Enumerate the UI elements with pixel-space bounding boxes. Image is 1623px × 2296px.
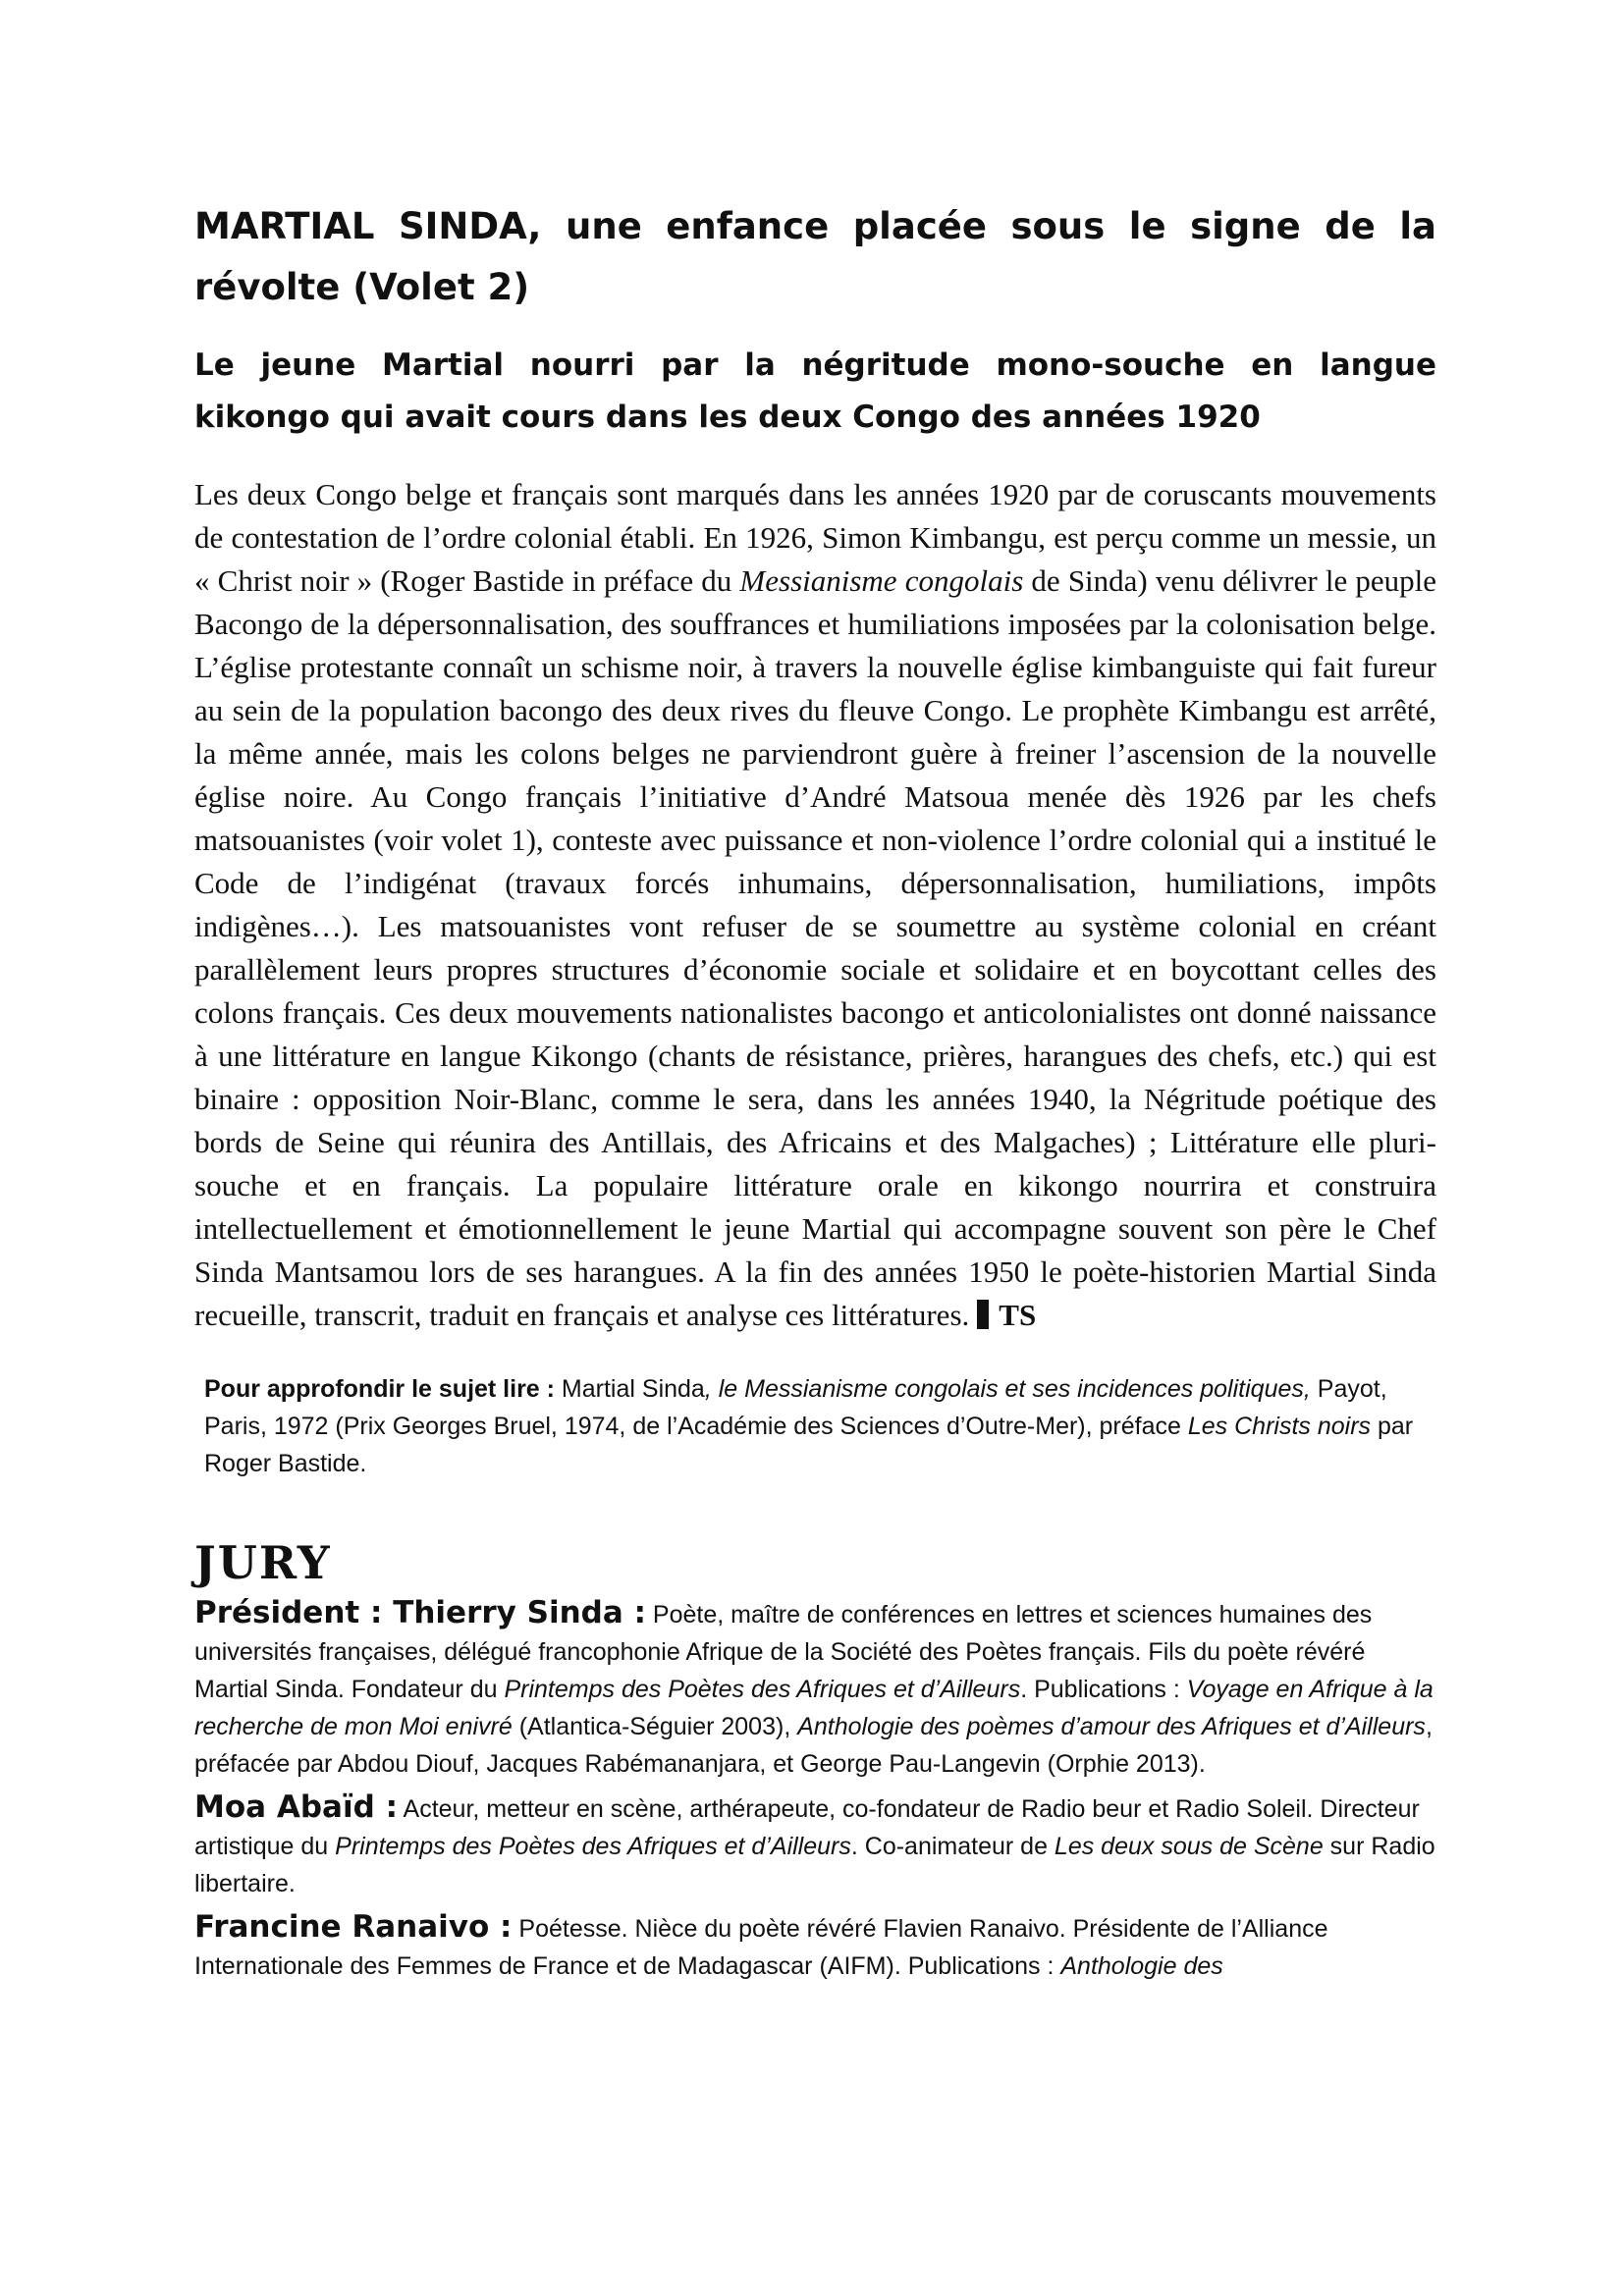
jury-member-text: (Atlantica-Séguier 2003), [512, 1713, 798, 1740]
jury-member-name: Président : Thierry Sinda : [194, 1595, 646, 1630]
body-text-part: de Sinda) venu délivrer le peuple Bacongo de la dépersonnalisation, des souffrances et humiliations imposées par la colonisation belge. L’église protestante connaît un schisme noir, à travers la nouvelle église kimbanguiste qui fait fureur au sein de la population bacongo des deux rives du fleuve Congo. Le prophète Kimbangu est arrêté, la même année, mais les colons belges ne parviendront guère à freiner l’ascension de la nouvelle église noire. Au Congo français l’initiative d’André Matsoua menée dès 1926 par les chefs matsouanistes (voir volet 1), conteste avec puissance et non-violence l’ordre colonial qui a institué le Code de l’indigénat (travaux forcés inhumains, dépersonnalisation, humiliations, impôts indigènes…). Les matsouanistes vont refuser de se soumettre au système colonial en créant parallèlement leurs propres structures d’économie sociale et solidaire et en boycottant celles des colons français. Ces deux mouvements nationalistes bacongo et anticolonialistes ont donné naissance à une littérature en langue Kikongo (chants de résistance, prières, harangues des chefs, etc.) qui est binaire : opposition Noir-Blanc, comme le sera, dans les années 1940, la Négritude poétique des bords de Seine qui réunira des Antillais, des Africains et des Malgaches) ; Littérature elle pluri-souche et en français. La populaire littérature orale en kikongo nourrira et construira intellectuellement et émotionnellement le jeune Martial qui accompagne souvent son père le Chef Sinda Mantsamou lors de ses harangues. A la fin des années 1950 le poète-historien Martial Sinda recueille, transcrit, traduit en français et analyse ces littératures. [194, 563, 1436, 1332]
jury-member-text: . Co-animateur de [850, 1833, 1055, 1860]
jury-member-name: Moa Abaïd : [194, 1789, 398, 1825]
jury-member [194, 1908, 1436, 1985]
document-page [194, 196, 1436, 1985]
jury-member-italic: Voyage en Afrique à la recherche de mon Moi enivré [194, 1676, 1434, 1740]
jury-member-text: Poétesse. Nièce du poète révéré Flavien Ranaivo. Présidente de l’Alliance Internationale des Femmes de France et de Madagascar (AIFM). Publications : [194, 1915, 1328, 1980]
end-mark-icon [977, 1300, 989, 1329]
further-reading-preface-author: par Roger Bastide. [204, 1413, 1414, 1477]
body-text-part: Les deux Congo belge et français sont marqués dans les années 1920 par de coruscants mouvements de contestation de l’ordre colonial établi. En 1926, Simon Kimbangu, est perçu comme un messie, un « Christ noir » (Roger Bastide in préface du [194, 477, 1436, 598]
further-reading-book-title: , le Messianisme congolais et ses incidences politiques, [704, 1375, 1311, 1403]
author-signature: TS [999, 1298, 1037, 1332]
further-reading-lead: Pour approfondir le sujet lire : [204, 1375, 555, 1403]
jury-member-text: sur Radio libertaire. [194, 1833, 1435, 1897]
jury-member-italic: Printemps des Poètes des Afriques et d’Ailleurs [504, 1676, 1021, 1703]
jury-member-italic: Printemps des Poètes des Afriques et d’Ailleurs [335, 1833, 851, 1860]
jury-member-text: , préfacée par Abdou Diouf, Jacques Rabémananjara, et George Pau-Langevin (Orphie 2013). [194, 1713, 1433, 1778]
article-subtitle: Le jeune Martial nourri par la négritude mono-souche en langue kikongo qui avait cours dans les deux Congo des années 1920 [194, 347, 1436, 435]
article-body [194, 473, 1436, 1337]
further-reading-details: Payot, Paris, 1972 (Prix Georges Bruel, 1974, de l’Académie des Sciences d’Outre-Mer), préface [204, 1375, 1387, 1440]
jury-member-text: Acteur, metteur en scène, arthérapeute, co-fondateur de Radio beur et Radio Soleil. Directeur artistique du [194, 1795, 1420, 1860]
book-title-italic: Messianisme congolais [739, 563, 1024, 598]
jury-heading: JURY [194, 1536, 332, 1589]
jury-member-italic: Les deux sous de Scène [1054, 1833, 1324, 1860]
jury-member-name: Francine Ranaivo : [194, 1909, 513, 1945]
further-reading-preface-title: Les Christs noirs [1187, 1413, 1372, 1440]
jury-member [194, 1594, 1436, 1783]
article-title: MARTIAL SINDA, une enfance placée sous le signe de la révolte (Volet 2) [194, 205, 1436, 308]
further-reading-author: Martial Sinda [554, 1375, 705, 1403]
further-reading [204, 1370, 1436, 1482]
jury-member-text: Poète, maître de conférences en lettres et sciences humaines des universités françaises, délégué francophonie Afrique de la Société des Poètes français. Fils du poète révéré Martial Sinda. Fondateur du [194, 1601, 1373, 1703]
jury-member-text: . Publications : [1020, 1676, 1187, 1703]
jury-member [194, 1789, 1436, 1902]
jury-member-italic: Anthologie des [1060, 1952, 1223, 1980]
jury-member-italic: Anthologie des poèmes d’amour des Afriques et d’Ailleurs [797, 1713, 1426, 1740]
